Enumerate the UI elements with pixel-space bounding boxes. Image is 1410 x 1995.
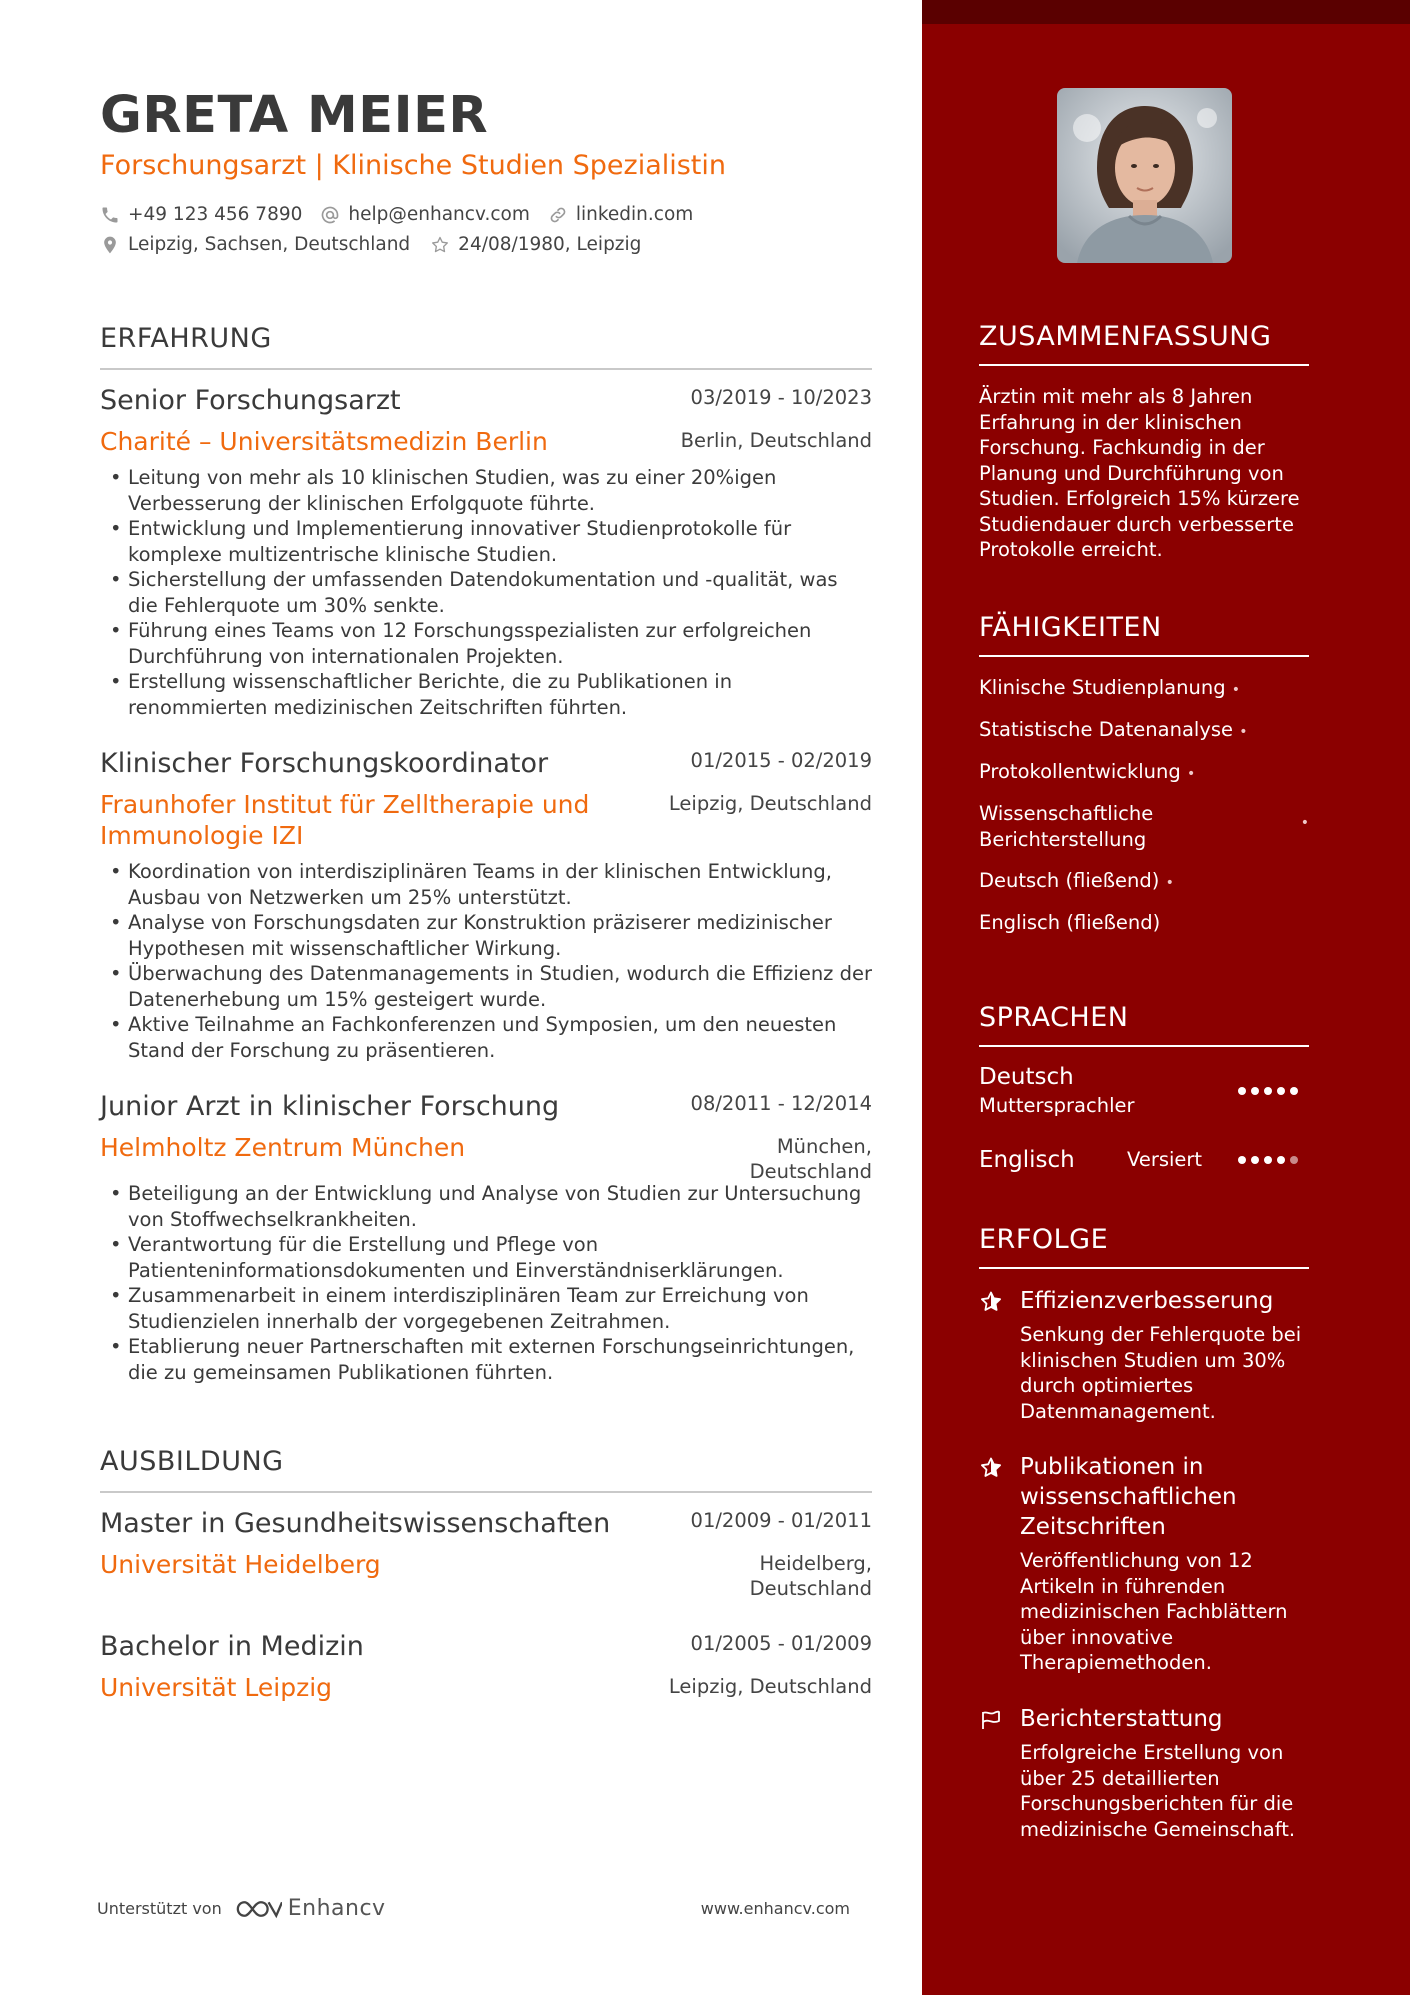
- language-name: Deutsch: [979, 1064, 1074, 1090]
- location-pin-icon: [100, 235, 120, 255]
- summary-heading: ZUSAMMENFASSUNG: [979, 320, 1309, 366]
- job-organization: Helmholtz Zentrum München: [100, 1133, 466, 1162]
- achievement-title: Effizienzverbesserung: [1020, 1288, 1274, 1314]
- phone-icon: [100, 205, 120, 225]
- languages-heading: SPRACHEN: [979, 1001, 1309, 1047]
- portrait-image: [1057, 88, 1232, 263]
- bullet-item: • Etablierung neuer Partnerschaften mit externen Forschungseinrichtungen, die zu gemeinsamen Publikationen führten.: [100, 1334, 872, 1385]
- language-level: Muttersprachler: [979, 1094, 1135, 1117]
- achievement-description: Veröffentlichung von 12 Artikeln in führenden medizinischen Fachblättern über innovative Therapiemethoden.: [1020, 1549, 1288, 1674]
- rating-dot: [1277, 1087, 1285, 1095]
- achievement-title: Berichterstattung: [1020, 1706, 1223, 1732]
- bullet-item: • Überwachung des Datenmanagements in Studien, wodurch die Effizienz der Datenerhebung um 15% gesteigert wurde.: [100, 961, 872, 1012]
- candidate-name: GRETA MEIER: [100, 86, 489, 145]
- rating-dot: [1238, 1087, 1246, 1095]
- location: [100, 232, 410, 258]
- star-icon: [979, 1456, 1003, 1480]
- experience-entry: [100, 384, 872, 720]
- achievement-description: Erfolgreiche Erstellung von über 25 detaillierten Forschungsberichten für die medizinische Gemeinschaft.: [1020, 1741, 1296, 1841]
- bullet-item: • Entwicklung und Implementierung innovativer Studienprotokolle für komplexe multizentrische klinische Studien.: [100, 516, 872, 567]
- degree: Master in Gesundheitswissenschaften: [100, 1508, 611, 1539]
- degree: Bachelor in Medizin: [100, 1631, 364, 1662]
- skill-label: Deutsch (fließend): [979, 869, 1160, 892]
- bullet-item: • Führung eines Teams von 12 Forschungsspezialisten zur erfolgreichen Durchführung von internationalen Projekten.: [100, 618, 872, 669]
- rating-dot: [1264, 1087, 1272, 1095]
- school: Universität Leipzig: [100, 1673, 333, 1702]
- email-text[interactable]: help@enhancv.com: [348, 204, 530, 225]
- job-date: 03/2019 - 10/2023: [690, 386, 872, 409]
- contact-row-1: [100, 202, 711, 228]
- achievement-item: [979, 1452, 1319, 1676]
- star-icon: [979, 1290, 1003, 1314]
- skill-item: Klinische Studienplanung •: [979, 676, 1241, 699]
- education-heading: AUSBILDUNG: [100, 1445, 872, 1493]
- rating-dot: [1251, 1087, 1259, 1095]
- location-text: Leipzig, Sachsen, Deutschland: [128, 234, 411, 255]
- job-organization: Fraunhofer Institut für Zelltherapie und Immunologie IZI: [100, 790, 590, 850]
- bullet-item: • Beteiligung an der Entwicklung und Analyse von Studien zur Untersuchung von Stoffwechselkrankheiten.: [100, 1181, 872, 1232]
- skill-label: Protokollentwicklung: [979, 760, 1181, 783]
- language-rating: [1238, 1087, 1298, 1095]
- rating-dot: [1251, 1156, 1259, 1164]
- skill-label: Wissenschaftliche Berichterstellung: [979, 802, 1154, 851]
- education-entry: [100, 1630, 872, 1703]
- rating-dot: [1290, 1087, 1298, 1095]
- candidate-title: Forschungsarzt | Klinische Studien Spezialistin: [100, 150, 727, 181]
- skill-label: Englisch (fließend): [979, 911, 1161, 934]
- job-role: Klinischer Forschungskoordinator: [100, 748, 549, 779]
- job-role: Junior Arzt in klinischer Forschung: [100, 1091, 560, 1122]
- rating-dot: [1264, 1156, 1272, 1164]
- bullet-item: • Zusammenarbeit in einem interdisziplinären Team zur Erreichung von Studienzielen innerhalb der vorgegebenen Zeitrahmen.: [100, 1283, 872, 1334]
- job-bullets: [100, 465, 872, 720]
- bullet-item: • Leitung von mehr als 10 klinischen Studien, was zu einer 20%igen Verbesserung der klinischen Erfolgquote führte.: [100, 465, 872, 516]
- achievement-title: Publikationen in wissenschaftlichen Zeitschriften: [1020, 1454, 1237, 1540]
- bullet-item: • Koordination von interdisziplinären Teams in der klinischen Entwicklung, Ausbau von Netzwerken um 25% unterstützt.: [100, 859, 872, 910]
- job-date: 08/2011 - 12/2014: [690, 1092, 872, 1115]
- school: Universität Heidelberg: [100, 1550, 381, 1579]
- language-name: Englisch: [979, 1147, 1075, 1173]
- linkedin-text[interactable]: linkedin.com: [575, 204, 694, 225]
- experience-entry: [100, 747, 872, 1063]
- at-icon: [320, 205, 340, 225]
- phone: [100, 202, 302, 228]
- rating-dot: [1277, 1156, 1285, 1164]
- contact-row-2: [100, 232, 659, 258]
- job-organization: Charité – Universitätsmedizin Berlin: [100, 427, 548, 456]
- bullet-item: • Analyse von Forschungsdaten zur Konstruktion präziserer medizinischer Hypothesen mit wissenschaftlicher Wirkung.: [100, 910, 872, 961]
- job-bullets: [100, 859, 872, 1063]
- phone-text: +49 123 456 7890: [128, 204, 303, 225]
- skill-item: [979, 910, 1319, 936]
- achievement-item: [979, 1704, 1319, 1842]
- education-date: 01/2009 - 01/2011: [690, 1509, 872, 1532]
- skill-label: Klinische Studienplanung: [979, 676, 1226, 699]
- job-location: Leipzig, Deutschland: [668, 792, 872, 815]
- bullet-item: • Verantwortung für die Erstellung und Pflege von Patienteninformationsdokumenten und Einverständniserklärungen.: [100, 1232, 872, 1283]
- brand-name: Enhancv: [287, 1896, 386, 1921]
- email[interactable]: [320, 202, 529, 228]
- skill-item: Statistische Datenanalyse •: [979, 718, 1248, 741]
- experience-heading: ERFAHRUNG: [100, 322, 872, 370]
- star-outline-icon: [430, 235, 450, 255]
- bullet-item: • Aktive Teilnahme an Fachkonferenzen und Symposien, um den neuesten Stand der Forschung zu präsentieren.: [100, 1012, 872, 1063]
- bullet-item: • Sicherstellung der umfassenden Datendokumentation und -qualität, was die Fehlerquote um 30% senkte.: [100, 567, 872, 618]
- flag-icon: [979, 1708, 1003, 1732]
- sidebar-topbar: [922, 0, 1410, 24]
- achievements-heading: ERFOLGE: [979, 1223, 1309, 1269]
- birth: [430, 232, 641, 258]
- job-role: Senior Forschungsarzt: [100, 385, 401, 416]
- skills-heading: FÄHIGKEITEN: [979, 611, 1309, 657]
- job-date: 01/2015 - 02/2019: [690, 749, 872, 772]
- sidebar: [922, 0, 1410, 1995]
- achievement-description: Senkung der Fehlerquote bei klinischen Studien um 30% durch optimiertes Datenmanagement.: [1020, 1323, 1302, 1423]
- education-location: Heidelberg, Deutschland: [749, 1552, 872, 1600]
- linkedin[interactable]: [548, 202, 693, 228]
- powered-by-text: Unterstützt von: [97, 1899, 222, 1918]
- job-location: Berlin, Deutschland: [680, 429, 872, 452]
- summary-text: Ärztin mit mehr als 8 Jahren Erfahrung in der klinischen Forschung. Fachkundig in der Planung und Durchführung von Studien. Erfolgreich 15% kürzere Studiendauer durch verbesserte Protokolle erreicht.: [979, 385, 1300, 561]
- education-location: Leipzig, Deutschland: [668, 1675, 872, 1698]
- language-rating: [1238, 1156, 1298, 1164]
- education-date: 01/2005 - 01/2009: [690, 1632, 872, 1655]
- skill-label: Statistische Datenanalyse: [979, 718, 1234, 741]
- job-location: München, Deutschland: [749, 1135, 872, 1183]
- experience-entry: [100, 1090, 872, 1385]
- birth-text: 24/08/1980, Leipzig: [458, 234, 642, 255]
- skill-item: Protokollentwicklung •: [979, 760, 1196, 783]
- job-bullets: [100, 1181, 872, 1385]
- link-icon: [548, 205, 568, 225]
- achievement-item: [979, 1286, 1319, 1424]
- education-entry: [100, 1507, 872, 1600]
- enhancv-logo-icon: [234, 1897, 282, 1921]
- skill-item: Wissenschaftliche Berichterstellung •: [979, 802, 1309, 851]
- bullet-item: • Erstellung wissenschaftlicher Berichte, die zu Publikationen in renommierten medizinischen Zeitschriften führten.: [100, 669, 872, 720]
- language-level: Versiert: [1127, 1148, 1203, 1171]
- rating-dot: [1290, 1156, 1298, 1164]
- profile-photo: [1057, 88, 1232, 263]
- rating-dot: [1238, 1156, 1246, 1164]
- footer-url[interactable]: www.enhancv.com: [700, 1899, 850, 1918]
- skill-item: Deutsch (fließend) •: [979, 869, 1174, 892]
- footer-branding: [97, 1896, 386, 1921]
